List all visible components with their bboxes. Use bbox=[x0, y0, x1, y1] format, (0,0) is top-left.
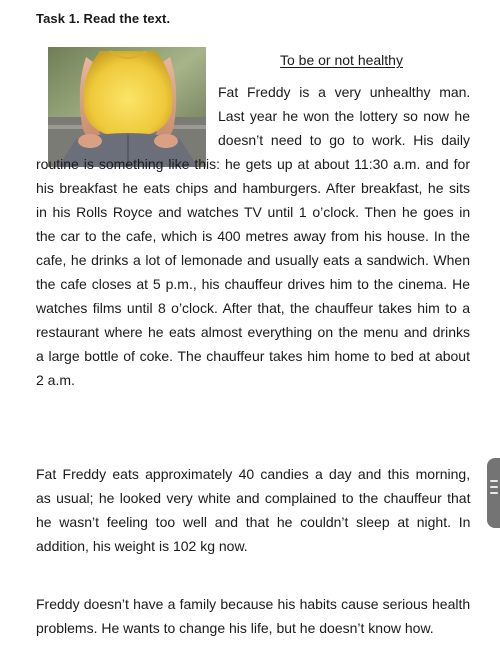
side-scroll-handle[interactable] bbox=[487, 458, 500, 528]
text-line: routine is something like this: he gets up at about 11:30 a.m. and for bbox=[36, 156, 470, 172]
story-title: To be or not healthy bbox=[280, 52, 403, 68]
photo-artwork bbox=[48, 47, 206, 167]
task-heading: Task 1. Read the text. bbox=[36, 11, 171, 26]
handle-grip-icon bbox=[490, 486, 498, 488]
paragraph-3 bbox=[36, 592, 470, 640]
text-line: a large bottle of coke. The chauffeur takes him home to bed at about bbox=[36, 348, 470, 364]
paragraph-1-wrap-lines bbox=[218, 80, 470, 152]
handle-grip-icon bbox=[490, 480, 498, 482]
text-line: the cafe closes at 5 p.m., his chauffeur drives him to the cinema. He bbox=[36, 276, 470, 292]
illustration-overweight-man bbox=[48, 47, 206, 167]
text-line: cafe, he drinks a lot of lemonade and usually eats a sandwich. When bbox=[36, 252, 470, 268]
handle-grip-icon bbox=[490, 492, 498, 494]
text-line: Freddy doesn’t have a family because his habits cause serious health bbox=[36, 596, 471, 612]
text-line: in his Rolls Royce and watches TV until 1 o’clock. Then he goes in bbox=[36, 204, 471, 220]
text-line: as usual; he looked very white and complained to the chauffeur that bbox=[36, 490, 471, 506]
text-line: the car to the cafe, which is 400 metres away from his house. In the bbox=[36, 228, 470, 244]
text-line: addition, his weight is 102 kg now. bbox=[36, 538, 248, 554]
text-line: his breakfast he eats chips and hamburgers. After breakfast, he sits bbox=[36, 180, 470, 196]
text-line: 2 a.m. bbox=[36, 372, 75, 388]
text-line: Fat Freddy eats approximately 40 candies a day and this morning, bbox=[36, 466, 471, 482]
text-line: problems. He wants to change his life, but he doesn’t know how. bbox=[36, 620, 434, 636]
text-line: restaurant where he eats almost everything on the menu and drinks bbox=[36, 324, 470, 340]
text-line: Fat Freddy is a very unhealthy man. bbox=[218, 84, 471, 100]
text-line: he wasn’t feeling too well and that he couldn’t sleep at night. In bbox=[36, 514, 471, 530]
paragraph-2 bbox=[36, 462, 470, 558]
text-line: watches films until 8 o’clock. After that, the chauffeur takes him to a bbox=[36, 300, 471, 316]
text-line: doesn’t need to go to work. His daily bbox=[218, 132, 470, 148]
paragraph-1 bbox=[36, 152, 470, 392]
text-line: Last year he won the lottery so now he bbox=[218, 108, 470, 124]
